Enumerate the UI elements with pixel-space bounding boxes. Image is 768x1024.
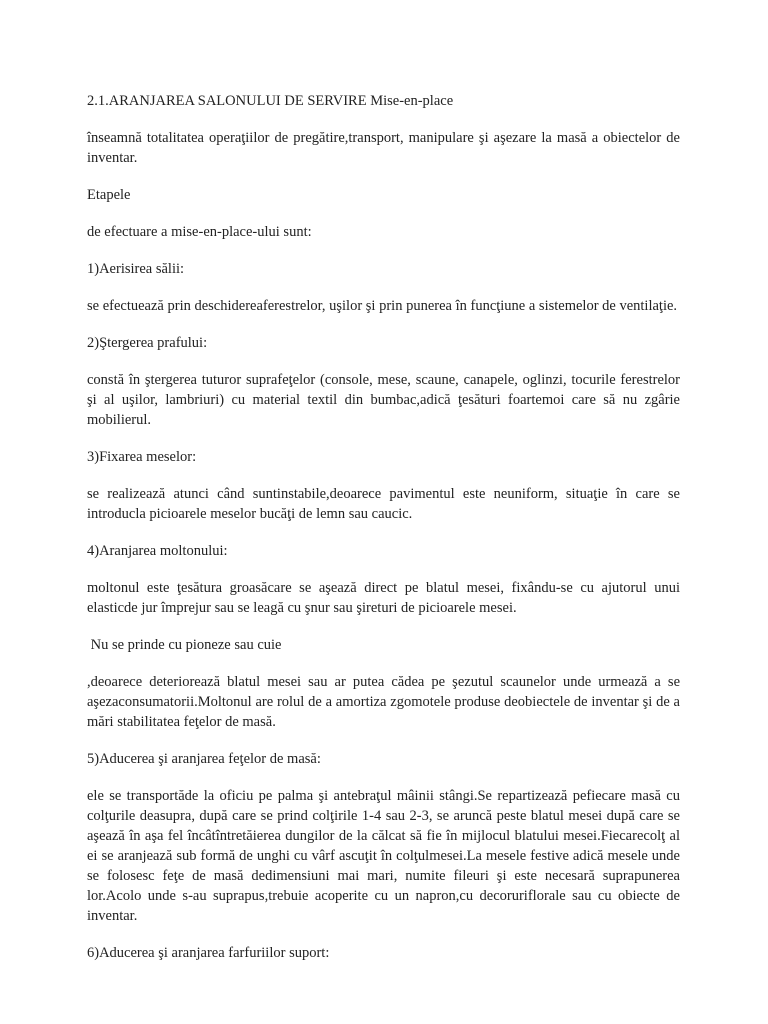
paragraph-stergerea: constă în ştergerea tuturor suprafeţelor (console, mese, scaune, canapele, oglinzi, tocurile ferestrelor şi al uşilor, lambriuri) cu material textil din bumbac,adică ţesături foartemoi care să nu zgârie mobilierul. bbox=[87, 372, 680, 428]
paragraph-moltonului: moltonul este ţesătura groasăcare se aşează direct pe blatul mesei, fixându-se cu ajutorul unui elasticde jur împrejur sau se leagă cu şnur sau şireturi de picioarele mesei. bbox=[87, 580, 680, 616]
paragraph-pioneze: Nu se prinde cu pioneze sau cuie bbox=[87, 637, 282, 653]
paragraph-definition: înseamnă totalitatea operaţiilor de pregătire,transport, manipulare şi aşezare la masă a obiectelor de inventar. bbox=[87, 130, 680, 166]
section-heading-moltonului: 4)Aranjarea moltonului: bbox=[87, 543, 228, 559]
section-heading-fixarea: 3)Fixarea meselor: bbox=[87, 449, 197, 465]
paragraph-deoarece: ,deoarece deteriorează blatul mesei sau ar putea cădea pe şezutul scaunelor unde urmează a se aşezaconsumatorii.Moltonul are rolul de a amortiza zgomotele produse deobiectele de inventar şi de a mări stabilitatea feţelor de masă. bbox=[87, 674, 680, 730]
paragraph-fixarea: se realizează atunci când suntinstabile,deoarece pavimentul este neuniform, situaţie în care se introducla picioarele meselor bucăţi de lemn sau caucic. bbox=[87, 486, 680, 522]
paragraph-fetelor: ele se transportăde la oficiu pe palma şi antebraţul mâinii stângi.Se repartizează pefiecare masă cu colţurile deasupra, după care se prind colţirile 1-4 sau 2-3, se aruncă peste blatul mesei după care se aşează în aşa fel încâtîntretăierea dungilor de la călcat să fie în mijlocul blatului mesei.Fiecarecolţ al ei se aranjează sub formă de unghi cu vârf ascuţit în colţulmesei.La mesele festive adică mesele unde se folosesc feţe de masă dedimensiuni mai mari, numite fileuri şi este necesară suprapunerea lor.Acolo unde s-au suprapus,trebuie acoperite cu un napron,cu decoruriflorale sau cu obiecte de inventar. bbox=[87, 788, 680, 924]
paragraph-intro: de efectuare a mise-en-place-ului sunt: bbox=[87, 224, 312, 240]
section-heading-farfuriilor: 6)Aducerea şi aranjarea farfuriilor suport: bbox=[87, 945, 330, 961]
document-title: 2.1.ARANJAREA SALONULUI DE SERVIRE Mise-en-place bbox=[87, 93, 454, 109]
section-heading-aerisirea: 1)Aerisirea sălii: bbox=[87, 261, 185, 277]
section-heading-fetelor: 5)Aducerea şi aranjarea feţelor de masă: bbox=[87, 751, 321, 767]
paragraph-aerisirea: se efectuează prin deschidereaferestrelor, uşilor şi prin punerea în funcţiune a sistemelor de ventilaţie. bbox=[87, 298, 678, 314]
section-heading-stergerea: 2)Ştergerea prafului: bbox=[87, 335, 208, 351]
document-body bbox=[87, 91, 680, 980]
paragraph-etapele: Etapele bbox=[87, 187, 131, 203]
